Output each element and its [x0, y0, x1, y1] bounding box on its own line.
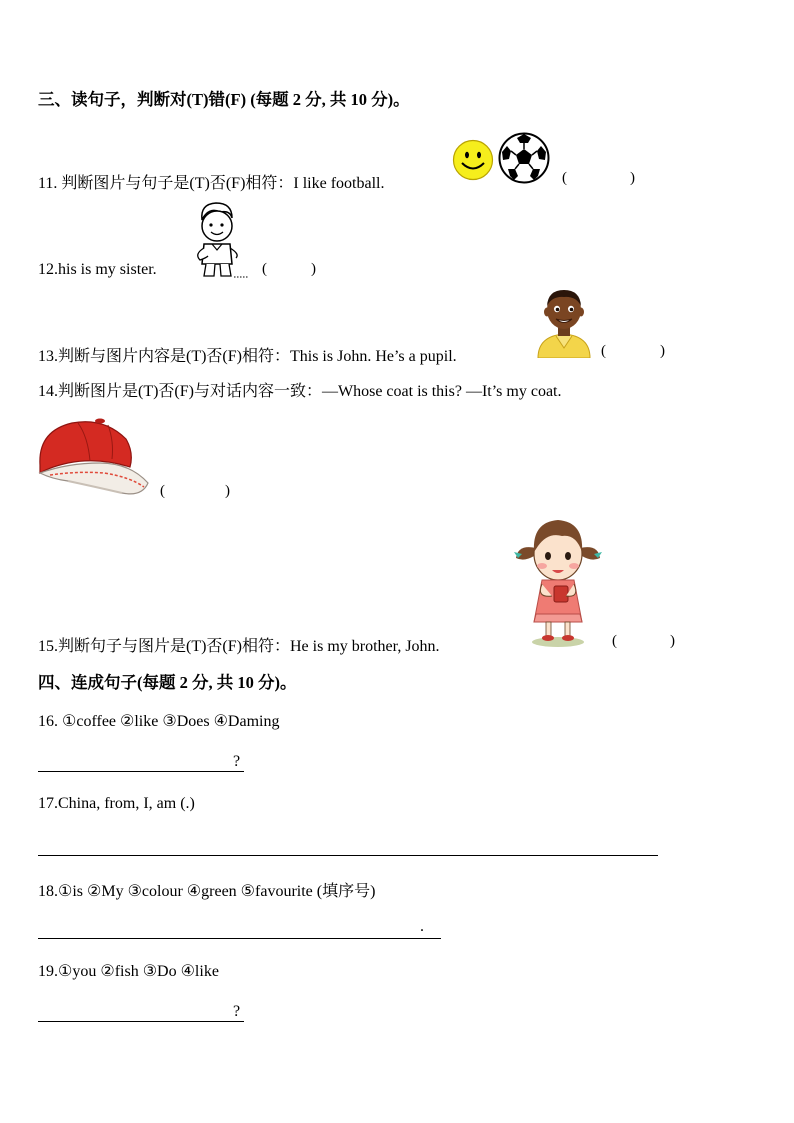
answer-paren-open-12: ( — [262, 261, 267, 277]
answer-line-18[interactable] — [38, 938, 441, 939]
answer-paren-close-13: ) — [660, 343, 665, 359]
question-15-text: 15.判断句子与图片是(T)否(F)相符：He is my brother, John. — [38, 638, 440, 655]
question-19-text: 19.①you ②fish ③Do ④like — [38, 963, 219, 980]
answer-paren-open-13: ( — [601, 343, 606, 359]
question-13-text: 13.判断与图片内容是(T)否(F)相符：This is John. He’s a pupil. — [38, 348, 457, 365]
question-16-text: 16. ①coffee ②like ③Does ④Daming — [38, 713, 280, 730]
answer-paren-close-12: ) — [311, 261, 316, 277]
answer-paren-open-11: ( — [562, 170, 567, 186]
question-18-text: 18.①is ②My ③colour ④green ⑤favourite (填序号) — [38, 883, 376, 900]
question-17-text: 17.China, from, I, am (.) — [38, 795, 195, 812]
boy-cartoon-icon — [190, 200, 248, 280]
end-mark-16: ? — [233, 753, 241, 770]
answer-line-16[interactable] — [38, 771, 244, 772]
boy-portrait-icon — [534, 286, 594, 358]
question-11-text: 11. 判断图片与句子是(T)否(F)相符：I like football. — [38, 175, 385, 192]
answer-paren-close-11: ) — [630, 170, 635, 186]
section-4-title: 四、连成句子(每题 2 分, 共 10 分)。 — [38, 673, 297, 692]
answer-line-17[interactable] — [38, 855, 658, 856]
answer-paren-close-15: ) — [670, 633, 675, 649]
smiley-face-icon — [452, 139, 494, 181]
answer-paren-close-14: ) — [225, 483, 230, 499]
answer-paren-open-14: ( — [160, 483, 165, 499]
answer-line-19[interactable] — [38, 1021, 244, 1022]
end-mark-19: ? — [233, 1003, 241, 1020]
question-14-text: 14.判断图片是(T)否(F)与对话内容一致：—Whose coat is this? —It’s my coat. — [38, 383, 562, 400]
question-12-text: 12.his is my sister. — [38, 261, 157, 278]
red-cap-icon — [38, 417, 150, 501]
section-3-title: 三、读句子，判断对(T)错(F) (每题 2 分, 共 10 分)。 — [38, 90, 410, 109]
end-mark-18: . — [420, 918, 424, 935]
soccer-ball-icon — [498, 132, 550, 184]
answer-paren-open-15: ( — [612, 633, 617, 649]
girl-cartoon-icon — [512, 514, 602, 648]
